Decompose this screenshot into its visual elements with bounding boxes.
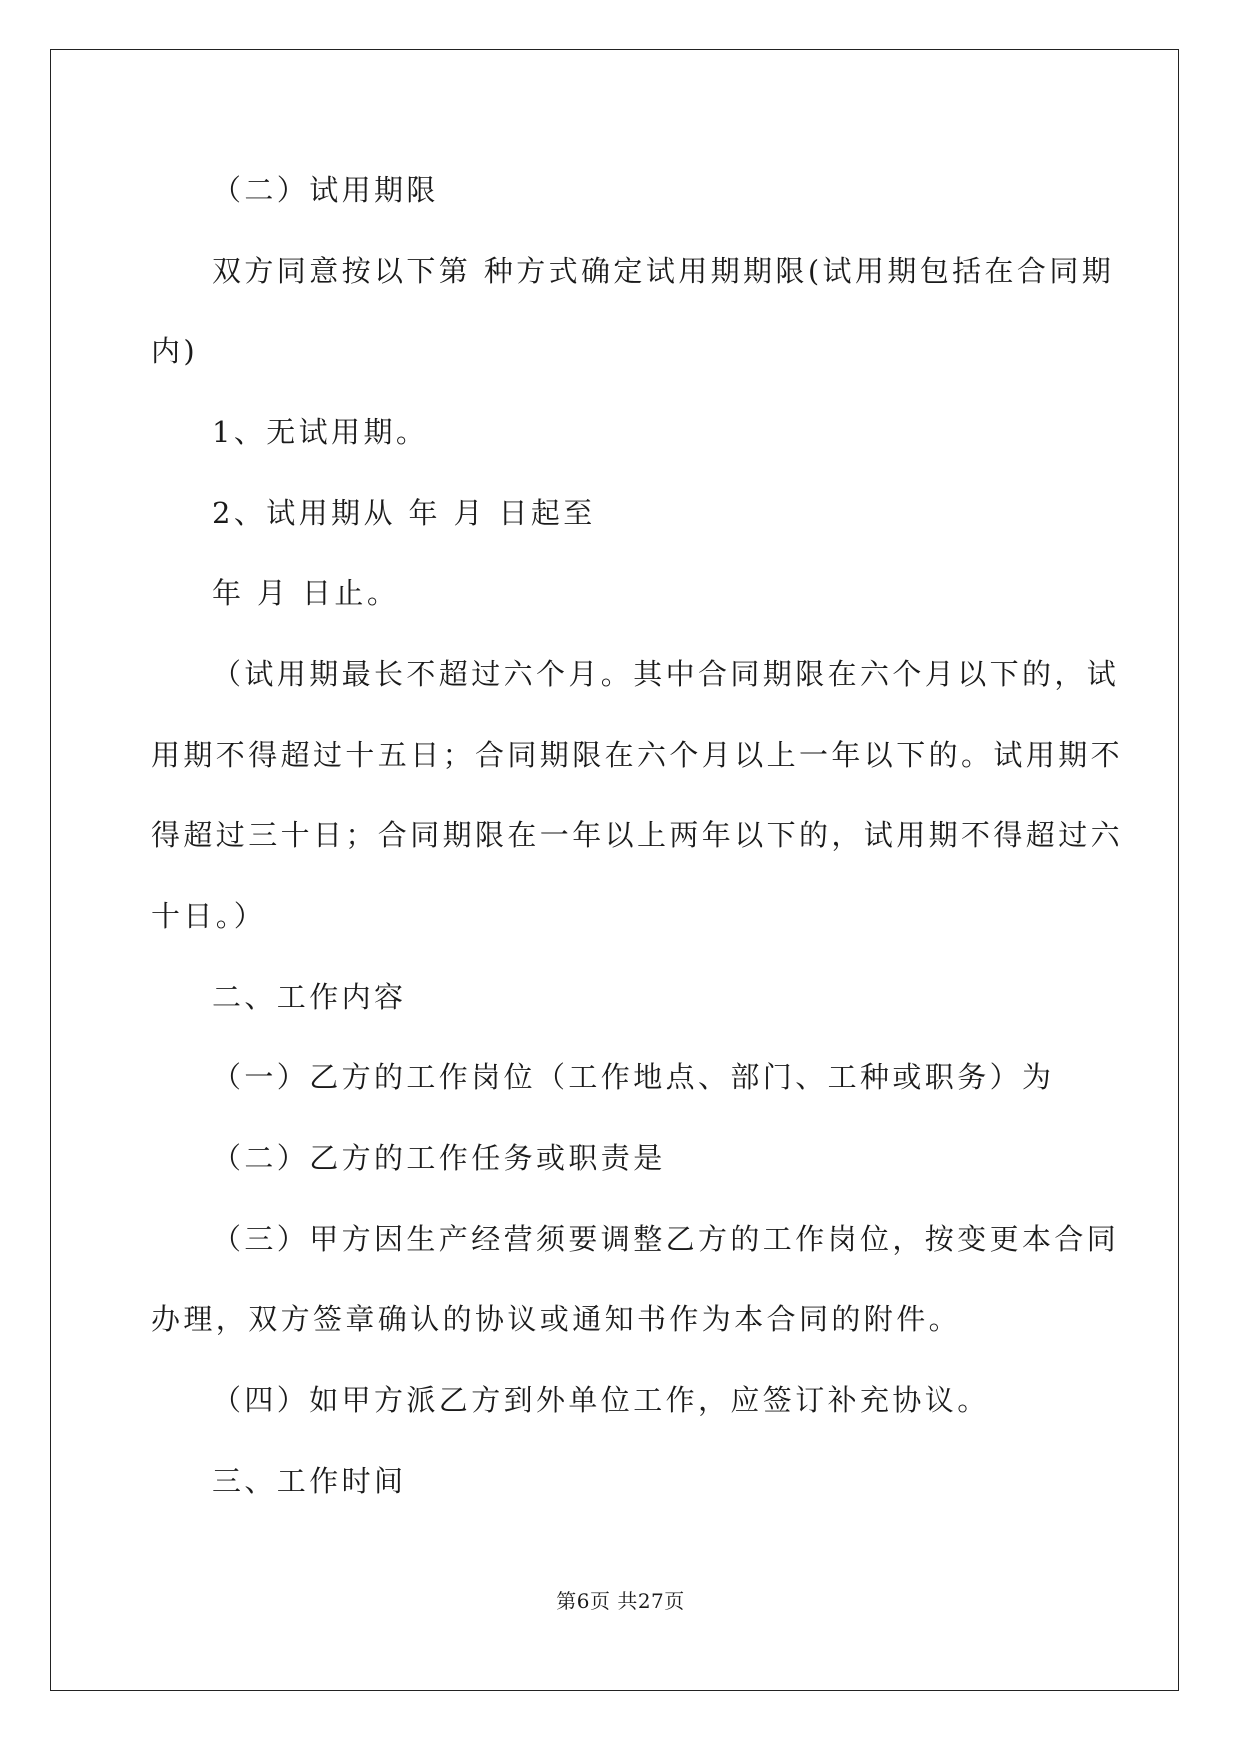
- page-border: [50, 49, 1179, 1691]
- paragraph-probation-limits-cont-1: 用期不得超过十五日；合同期限在六个月以上一年以下的。试用期不: [151, 738, 1124, 772]
- option-probation-from: 2、试用期从 年 月 日起至: [212, 496, 596, 530]
- subsection-heading-probation-term: （二）试用期限: [212, 173, 439, 207]
- section-heading-working-hours: 三、工作时间: [212, 1464, 407, 1498]
- clause-job-position: （一）乙方的工作岗位（工作地点、部门、工种或职务）为: [212, 1060, 1055, 1094]
- paragraph-probation-method-cont: 内): [151, 334, 199, 368]
- page-number-footer: 第6页 共27页: [556, 1589, 685, 1613]
- clause-external-assignment: （四）如甲方派乙方到外单位工作，应签订补充协议。: [212, 1383, 990, 1417]
- paragraph-probation-limits-cont-2: 得超过三十日；合同期限在一年以上两年以下的，试用期不得超过六: [151, 818, 1124, 852]
- option-probation-to: 年 月 日止。: [212, 576, 400, 610]
- paragraph-probation-limits-cont-3: 十日。）: [151, 899, 267, 933]
- clause-position-adjustment: （三）甲方因生产经营须要调整乙方的工作岗位，按变更本合同: [212, 1222, 1120, 1256]
- paragraph-probation-method: 双方同意按以下第 种方式确定试用期期限(试用期包括在合同期: [212, 254, 1115, 288]
- option-no-probation: 1、无试用期。: [212, 415, 429, 449]
- clause-position-adjustment-cont: 办理，双方签章确认的协议或通知书作为本合同的附件。: [151, 1302, 962, 1336]
- section-heading-job-content: 二、工作内容: [212, 980, 407, 1014]
- paragraph-probation-limits: （试用期最长不超过六个月。其中合同期限在六个月以下的，试: [212, 657, 1120, 691]
- clause-job-duties: （二）乙方的工作任务或职责是: [212, 1141, 666, 1175]
